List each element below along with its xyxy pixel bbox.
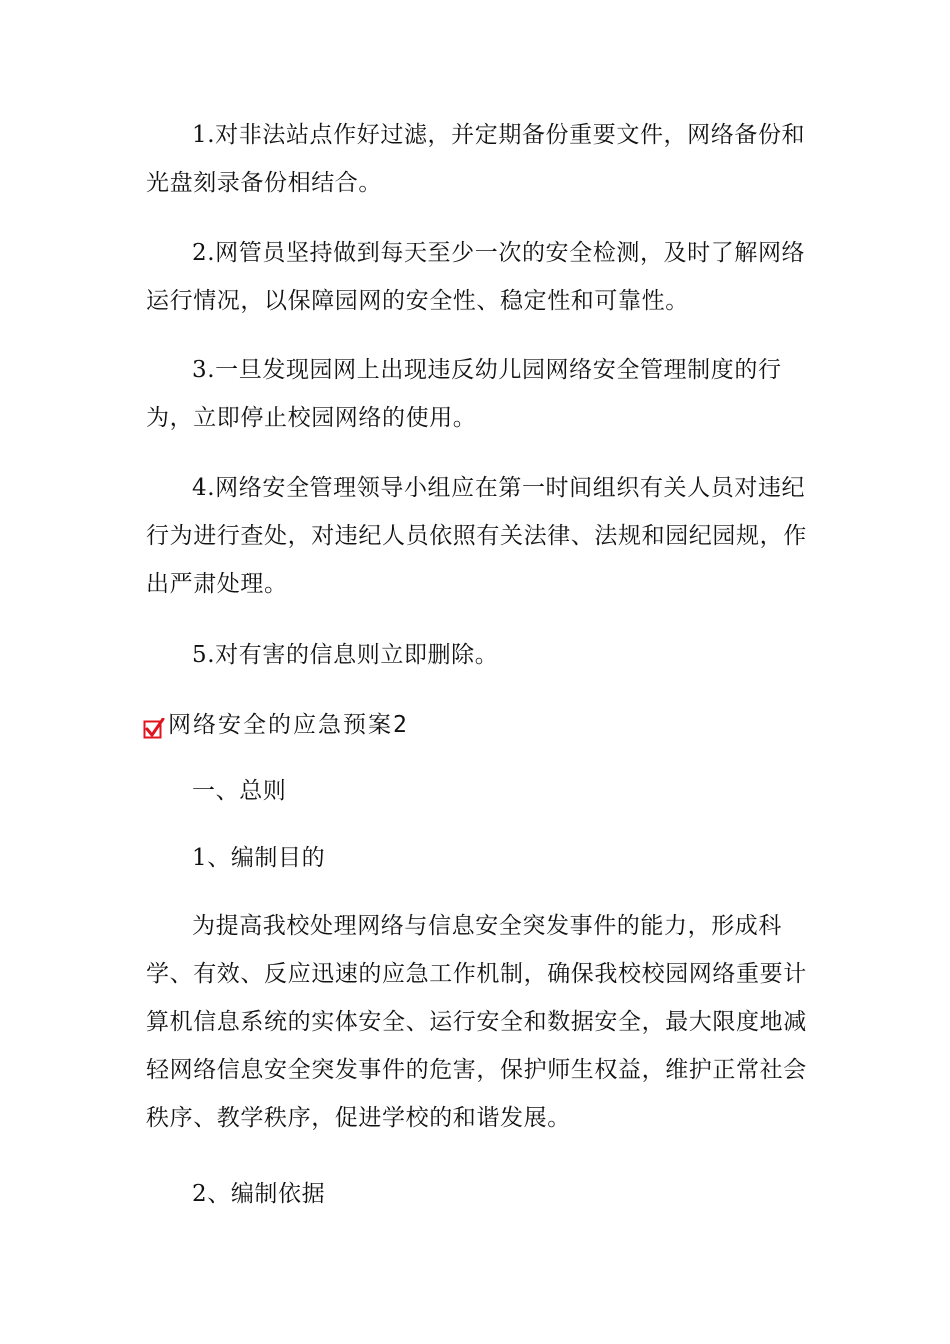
paragraph-1: 1.对非法站点作好过滤，并定期备份重要文件，网络备份和光盘刻录备份相结合。 [146,122,806,196]
paragraph-4: 4.网络安全管理领导小组应在第一时间组织有关人员对违纪行为进行查处，对违纪人员依照有关法律、法规和园纪园规，作出严肃处理。 [146,475,807,597]
section-heading [143,700,409,744]
heading-title: 网络安全的应急预案2 [168,711,409,738]
paragraph-2: 2.网管员坚持做到每天至少一次的安全检测，及时了解网络运行情况，以保障园网的安全性、稳定性和可靠性。 [146,240,806,314]
paragraph-5: 5.对有害的信息则立即删除。 [192,642,499,668]
paragraph-3: 3.一旦发现园网上出现违反幼儿园网络安全管理制度的行为，立即停止校园网络的使用。 [146,357,782,431]
checkbox-checked-icon [143,718,165,740]
purpose-title: 1、编制目的 [192,845,326,871]
basis-title: 2、编制依据 [192,1181,326,1207]
purpose-text: 为提高我校处理网络与信息安全突发事件的能力，形成科学、有效、反应迅速的应急工作机制，确保我校校园网络重要计算机信息系统的实体安全、运行安全和数据安全，最大限度地减轻网络信息安全突发事件的危害，保护师生权益，维护正常社会秩序、教学秩序，促进学校的和谐发展。 [146,913,807,1131]
section-general: 一、总则 [192,778,287,804]
